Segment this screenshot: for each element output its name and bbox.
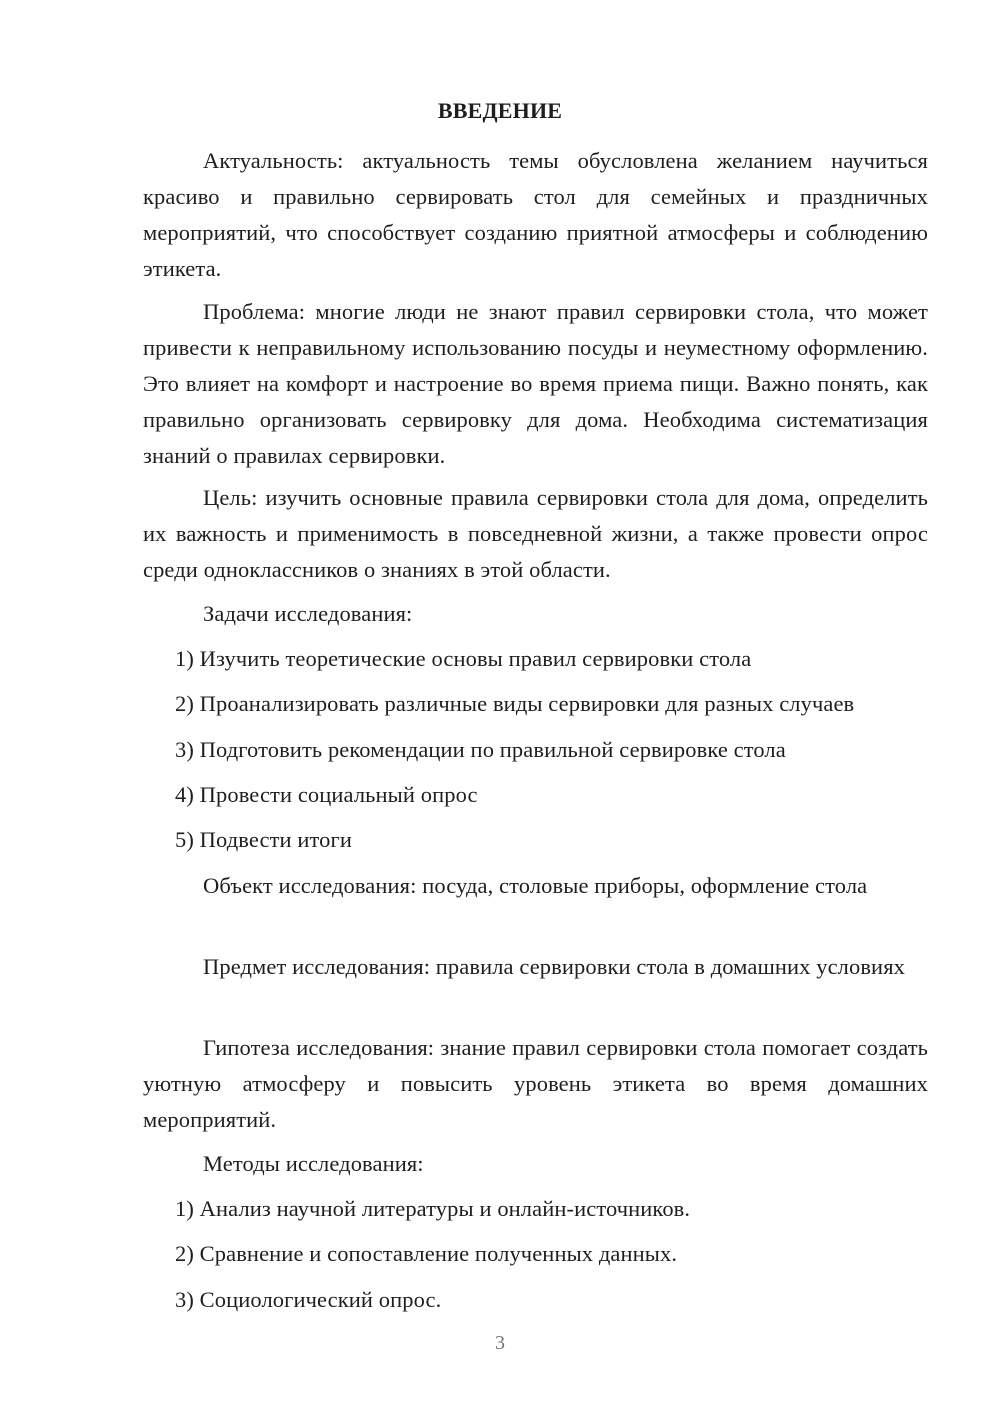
object-paragraph: Объект исследования: посуда, столовые приборы, оформление стола (203, 873, 868, 898)
method-item: 1) Анализ научной литературы и онлайн-источников. (175, 1196, 691, 1221)
page-number: 3 (495, 1332, 505, 1354)
problem-paragraph: Проблема: многие люди не знают правил сервировки стола, что может привести к неправильному использованию посуды и неуместному оформлению. Это влияет на комфорт и настроение во время приема пищи. Важно понять, как правильно организовать сервировку для дома. Необходима систематизация знаний о правилах сервировки. (143, 299, 928, 468)
task-item: 5) Подвести итоги (175, 827, 352, 852)
task-item: 1) Изучить теоретические основы правил сервировки стола (175, 646, 752, 671)
goal-paragraph: Цель: изучить основные правила сервировки стола для дома, определить их важность и применимость в повседневной жизни, а также провести опрос среди одноклассников о знаниях в этой области. (143, 485, 928, 582)
task-item: 2) Проанализировать различные виды сервировки для разных случаев (175, 691, 855, 716)
page-title: ВВЕДЕНИЕ (437, 98, 563, 123)
tasks-heading: Задачи исследования: (203, 601, 413, 626)
task-item: 3) Подготовить рекомендации по правильной сервировке стола (175, 737, 786, 762)
method-item: 2) Сравнение и сопоставление полученных данных. (175, 1241, 678, 1266)
hypothesis-paragraph: Гипотеза исследования: знание правил сервировки стола помогает создать уютную атмосферу и повысить уровень этикета во время домашних мероприятий. (143, 1035, 928, 1132)
method-item: 3) Социологический опрос. (175, 1287, 442, 1312)
methods-heading: Методы исследования: (203, 1151, 424, 1176)
task-item: 4) Провести социальный опрос (175, 782, 478, 807)
subject-paragraph: Предмет исследования: правила сервировки стола в домашних условиях (203, 954, 906, 979)
relevance-paragraph: Актуальность: актуальность темы обусловлена желанием научиться красиво и правильно сервировать стол для семейных и праздничных мероприятий, что способствует созданию приятной атмосферы и соблюдению этикета. (143, 148, 928, 281)
